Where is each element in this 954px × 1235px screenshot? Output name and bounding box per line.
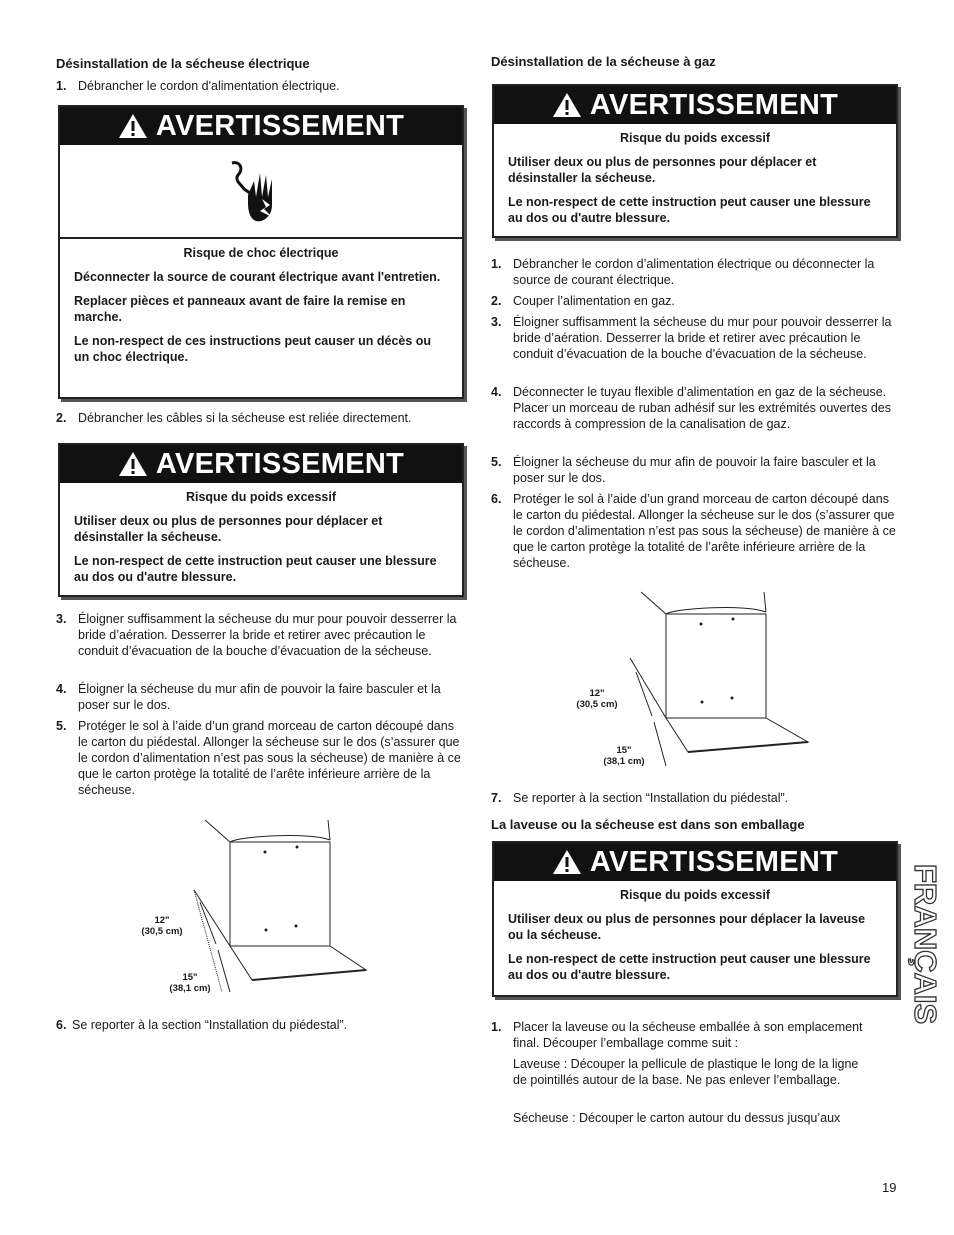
warning-triangle-icon [118,113,148,139]
paragraph: Laveuse : Découper la pellicule de plastique le long de la ligne de pointillés autour de la base. Ne pas enlever l’emballage. [513,1057,859,1087]
warning-box-shock: AVERTISSEMENT Risque de choc électrique Déconnecter la source de courant électrique avant l'entretien. Replacer pièces et panneaux avant de faire la remise en marche. Le non-respect de ces instructions peut causer un décès ou un choc électrique. [58,105,464,399]
dimension-label: 12" (30,5 cm) [576,688,618,710]
warning-triangle-icon [118,451,148,477]
warning-header: AVERTISSEMENT [494,86,896,124]
section-title-gas: Désinstallation de la sécheuse à gaz [491,54,716,69]
warning-triangle-icon [552,92,582,118]
section-title-packaged: La laveuse ou la sécheuse est dans son emballage [491,817,805,832]
warning-triangle-icon [552,849,582,875]
warning-header: AVERTISSEMENT [60,107,462,145]
warning-box-weight: AVERTISSEMENT Risque du poids excessif Utiliser deux ou plus de personnes pour déplacer et désinstaller la sécheuse. Le non-respect de cette instruction peut causer une blessure au dos ou d'autre blessure. [492,84,898,238]
electric-shock-icon [60,145,462,239]
hazard-title: Risque du poids excessif [619,888,771,902]
paragraph: Sécheuse : Découper le carton autour du dessus jusqu’aux [513,1111,841,1125]
hazard-title: Risque de choc électrique [183,246,339,260]
side-tab-label: FRANÇAIS [908,864,943,1025]
warning-box-weight: AVERTISSEMENT Risque du poids excessif Utiliser deux ou plus de personnes pour déplacer la laveuse ou la sécheuse. Le non-respect de cette instruction peut causer une blessure au dos ou d'autre blessure. [492,841,898,997]
warning-header: AVERTISSEMENT [60,445,462,483]
hazard-title: Risque du poids excessif [619,131,771,145]
warning-header: AVERTISSEMENT [494,843,896,881]
section-title-electric: Désinstallation de la sécheuse électrique [56,56,310,71]
dimension-label: 12" (30,5 cm) [141,915,183,937]
language-side-tab [908,864,943,1072]
dimension-label: 15" (38,1 cm) [603,745,645,767]
warning-box-weight: AVERTISSEMENT Risque du poids excessif Utiliser deux ou plus de personnes pour déplacer et désinstaller la sécheuse. Le non-respect de cette instruction peut causer une blessure au dos ou d'autre blessure. [58,443,464,597]
page-number: 19 [882,1180,897,1195]
hazard-title: Risque du poids excessif [185,490,337,504]
dimension-label: 15" (38,1 cm) [169,972,211,994]
